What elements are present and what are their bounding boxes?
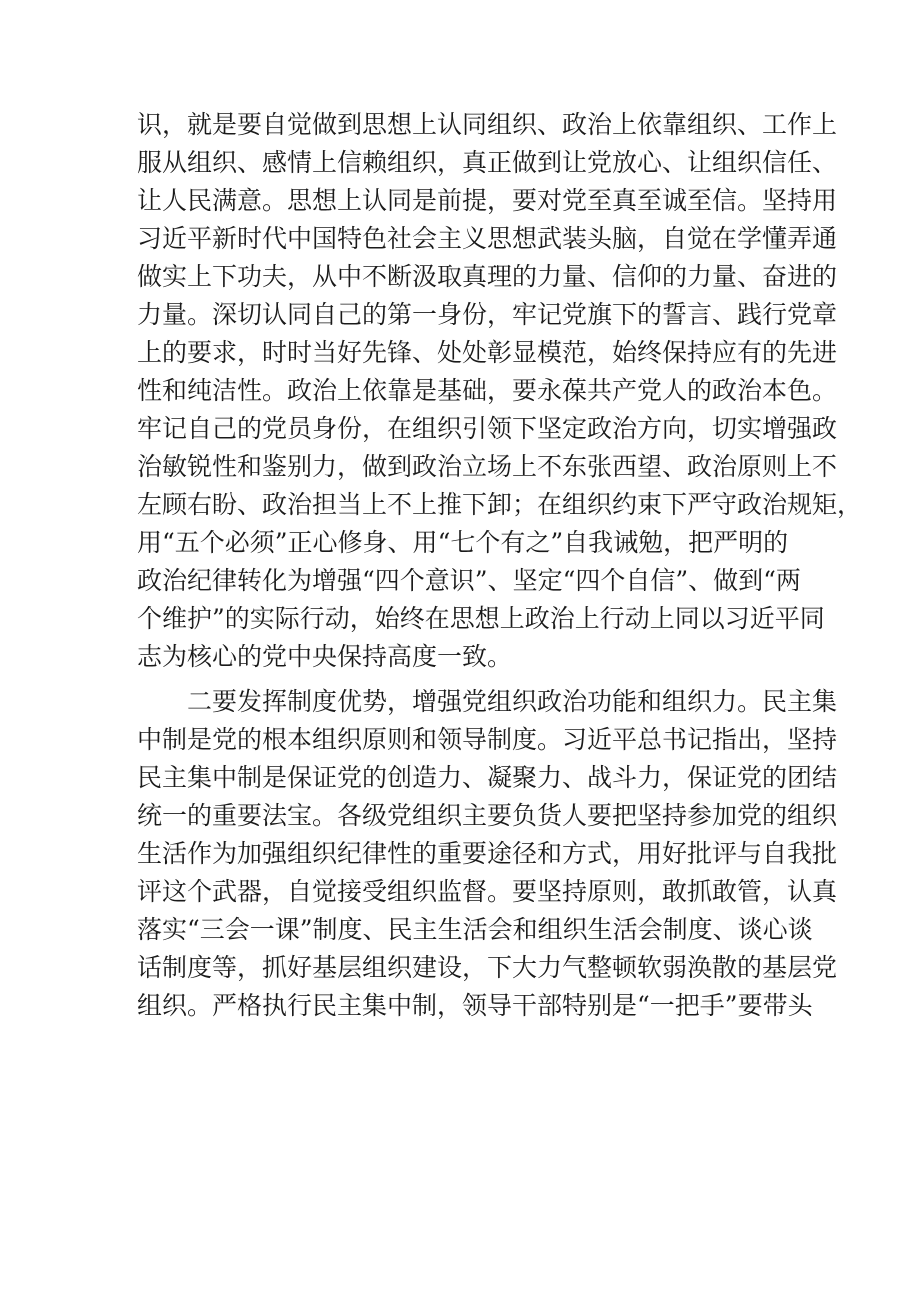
text-line: 力量。深切认同自己的第一身份，牢记党旗下的誓言、践行党章 — [137, 300, 838, 329]
paragraph-2 — [137, 683, 838, 1025]
text-line: 性和纯洁性。政治上依靠是基础，要永葆共产党人的政治本色。 — [137, 376, 838, 405]
text-line: 话制度等，抓好基层组织建设，下大力气整顿软弱涣散的基层党 — [137, 953, 838, 982]
text-line: 志为核心的党中央保持高度一致。 — [137, 642, 513, 671]
text-line: 个维护”的实际行动，始终在思想上政治上行动上同以习近平同 — [137, 604, 825, 633]
text-line: 中制是党的根本组织原则和领导制度。习近平总书记指出，坚持 — [137, 725, 838, 754]
text-line: 治敏锐性和鉴别力，做到政治立场上不东张西望、政治原则上不 — [137, 452, 838, 481]
text-line: 评这个武器，自觉接受组织监督。要坚持原则，敢抓敢管，认真 — [137, 877, 838, 906]
text-line: 上的要求，时时当好先锋、处处彰显模范，始终保持应有的先进 — [137, 338, 838, 367]
text-line: 生活作为加强组织纪律性的重要途径和方式，用好批评与自我批 — [137, 839, 838, 868]
text-line: 让人民满意。思想上认同是前提，要对党至真至诚至信。坚持用 — [137, 186, 838, 215]
text-line: 牢记自己的党员身份，在组织引领下坚定政治方向，切实增强政 — [137, 414, 838, 443]
text-line: 习近平新时代中国特色社会主义思想武装头脑，自觉在学懂弄通 — [137, 224, 838, 253]
text-line: 做实上下功夫，从中不断汲取真理的力量、信仰的力量、奋进的 — [137, 262, 838, 291]
text-line: 服从组织、感情上信赖组织，真正做到让党放心、让组织信任、 — [137, 148, 838, 177]
text-line: 组织。严格执行民主集中制，领导干部特别是“一把手”要带头 — [137, 991, 813, 1020]
text-line: 左顾右盼、政治担当上不上推下卸；在组织约束下严守政治规矩， — [137, 490, 863, 519]
text-line: 识，就是要自觉做到思想上认同组织、政治上依靠组织、工作上 — [137, 110, 838, 139]
text-line: 政治纪律转化为增强“四个意识”、坚定“四个自信”、做到“两 — [137, 566, 801, 595]
text-line: 二要发挥制度优势，增强党组织政治功能和组织力。民主集 — [187, 687, 838, 716]
paragraph-1 — [137, 106, 863, 676]
text-line: 统一的重要法宝。各级党组织主要负货人要把坚持参加党的组织 — [137, 801, 838, 830]
text-line: 落实“三会一课”制度、民主生活会和组织生活会制度、谈心谈 — [137, 915, 813, 944]
document-body — [137, 106, 863, 1025]
text-line: 民主集中制是保证党的创造力、凝聚力、战斗力，保证党的团结 — [137, 763, 838, 792]
text-line: 用“五个必须”正心修身、用“七个有之”自我诫勉，把严明的 — [137, 528, 789, 557]
